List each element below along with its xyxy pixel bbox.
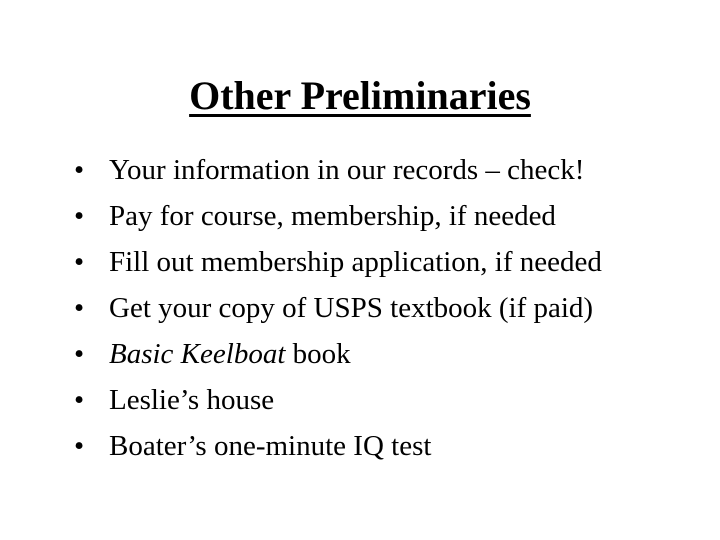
list-item bbox=[74, 147, 602, 193]
bullet-icon: • bbox=[74, 154, 85, 186]
list-item-text: Boater’s one-minute IQ test bbox=[109, 430, 432, 462]
list-item-text: Pay for course, membership, if needed bbox=[109, 200, 556, 232]
list-item bbox=[74, 193, 602, 239]
bullet-icon: • bbox=[74, 292, 85, 324]
slide-title: Other Preliminaries bbox=[189, 73, 531, 118]
bullet-icon: • bbox=[74, 338, 85, 370]
list-item bbox=[74, 423, 602, 469]
bullet-list bbox=[74, 147, 602, 469]
list-item bbox=[74, 377, 602, 423]
bullet-icon: • bbox=[74, 200, 85, 232]
list-item-text: Your information in our records – check! bbox=[109, 154, 585, 186]
list-item-text: book bbox=[285, 338, 351, 370]
list-item-text: Leslie’s house bbox=[109, 384, 275, 416]
list-item bbox=[74, 285, 602, 331]
bullet-icon: • bbox=[74, 246, 85, 278]
book-title: Basic Keelboat bbox=[109, 338, 286, 370]
list-item-text: Fill out membership application, if needed bbox=[109, 246, 602, 278]
bullet-icon: • bbox=[74, 384, 85, 416]
list-item bbox=[74, 239, 602, 285]
bullet-icon: • bbox=[74, 430, 85, 462]
list-item-text: Get your copy of USPS textbook (if paid) bbox=[109, 292, 594, 324]
list-item bbox=[74, 331, 602, 377]
